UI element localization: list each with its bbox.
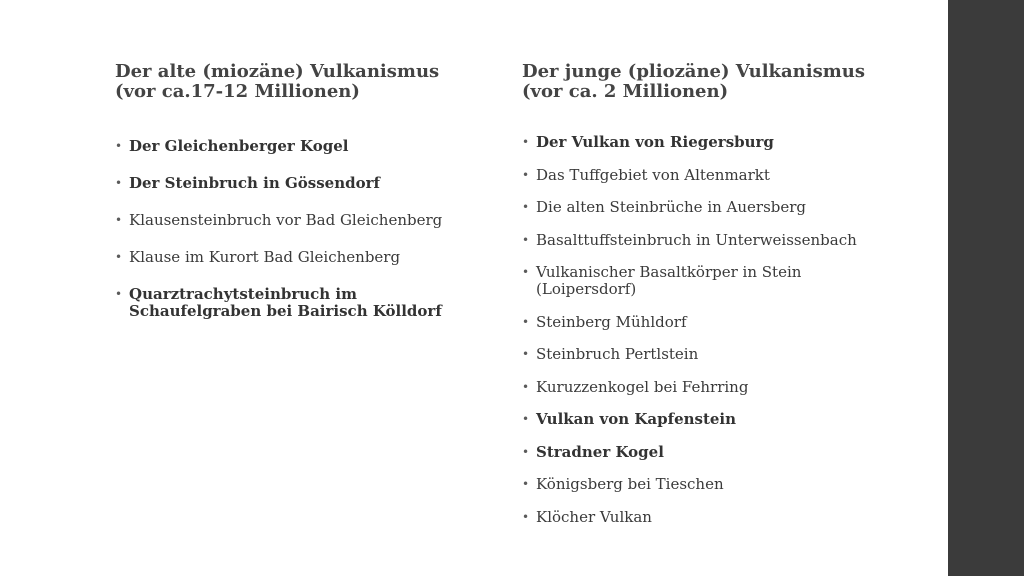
right-heading-line2: (vor ca. 2 Millionen): [522, 81, 729, 102]
list-item-text-line2: (Loipersdorf): [536, 280, 637, 298]
left-heading-line2: (vor ca.17-12 Millionen): [115, 81, 360, 102]
left-site-list: [115, 138, 495, 340]
bullet-icon: •: [115, 213, 123, 227]
list-item-text-line1: Vulkanischer Basaltkörper in Stein: [536, 263, 802, 281]
list-item: [115, 249, 495, 266]
list-item: [522, 199, 922, 216]
list-item-text: Der Vulkan von Riegersburg: [536, 133, 774, 151]
bullet-icon: •: [522, 167, 530, 182]
list-item: [522, 346, 922, 363]
list-item-text: Der Steinbruch in Gössendorf: [129, 174, 380, 192]
list-item: [115, 286, 495, 320]
bullet-icon: •: [522, 347, 530, 361]
list-item: [115, 212, 495, 229]
bullet-icon: •: [522, 477, 530, 491]
list-item-text: Steinberg Mühldorf: [536, 312, 687, 331]
right-site-list: [522, 134, 922, 541]
list-item: [522, 232, 922, 249]
list-item: [522, 509, 922, 526]
list-item-text: Königsberg bei Tieschen: [536, 475, 724, 493]
right-column-heading: [522, 62, 922, 102]
list-item-text: [129, 286, 495, 320]
list-item-text: Vulkan von Kapfenstein: [536, 410, 737, 428]
list-item-text: [536, 264, 922, 298]
list-item: [522, 134, 922, 151]
list-item-text: Der Gleichenberger Kogel: [129, 137, 349, 155]
list-item: [522, 167, 922, 184]
list-item-text: Klause im Kurort Bad Gleichenberg: [129, 248, 401, 266]
bullet-icon: •: [115, 287, 123, 301]
bullet-icon: •: [522, 265, 530, 279]
list-item-text: Basalttuffsteinbruch in Unterweissenbach: [536, 230, 857, 249]
list-item-text: Klöcher Vulkan: [536, 507, 652, 526]
list-item-text: Stradner Kogel: [536, 442, 664, 461]
list-item: [522, 314, 922, 331]
list-item-text: Das Tuffgebiet von Altenmarkt: [536, 165, 770, 184]
list-item-text: Steinbruch Pertlstein: [536, 345, 699, 363]
bullet-icon: •: [522, 232, 530, 247]
bullet-icon: •: [522, 509, 530, 524]
bullet-icon: •: [115, 139, 123, 153]
list-item: [115, 175, 495, 192]
left-heading-line1: Der alte (miozäne) Vulkanismus: [115, 61, 440, 82]
bullet-icon: •: [522, 200, 530, 214]
left-column-heading: [115, 62, 495, 102]
bullet-icon: •: [522, 444, 530, 459]
list-item-text-line2: Schaufelgraben bei Bairisch Kölldorf: [129, 302, 442, 320]
list-item: [115, 138, 495, 155]
list-item-text: Klausensteinbruch vor Bad Gleichenberg: [129, 211, 443, 229]
list-item-text-line1: Quarztrachytsteinbruch im: [129, 285, 357, 303]
list-item-text: Die alten Steinbrüche in Auersberg: [536, 198, 807, 216]
list-item: [522, 379, 922, 396]
list-item: [522, 444, 922, 461]
bullet-icon: •: [522, 314, 530, 329]
list-item: [522, 264, 922, 298]
bullet-icon: •: [522, 412, 530, 426]
bullet-icon: •: [522, 379, 530, 394]
bullet-icon: •: [115, 250, 123, 264]
right-heading-line1: Der junge (pliozäne) Vulkanismus: [522, 61, 865, 82]
list-item-text: Kuruzzenkogel bei Fehrring: [536, 377, 749, 396]
bullet-icon: •: [115, 176, 123, 190]
bullet-icon: •: [522, 135, 530, 149]
list-item: [522, 476, 922, 493]
list-item: [522, 411, 922, 428]
side-bar: [948, 0, 1024, 576]
